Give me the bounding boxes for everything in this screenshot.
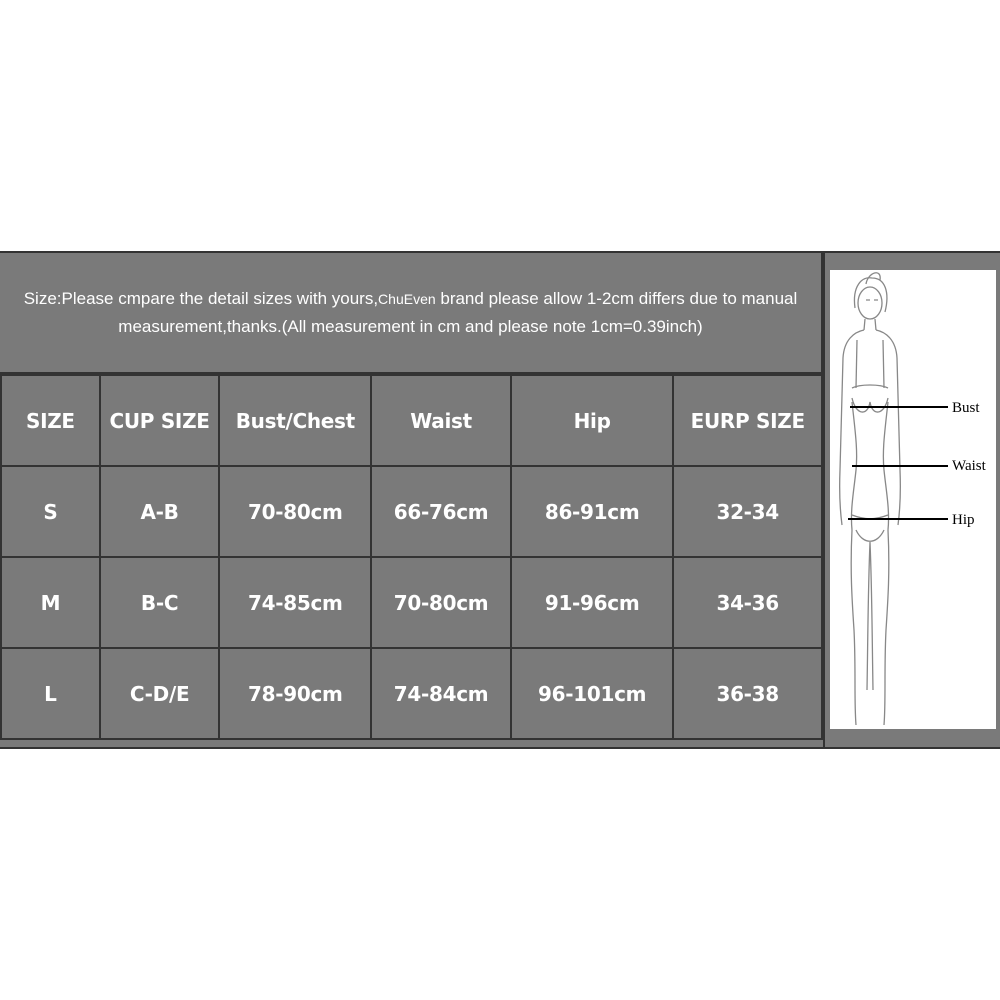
header-size: SIZE [1, 375, 100, 466]
size-note [0, 253, 823, 374]
table-header-row [1, 375, 822, 466]
header-eurp-size: EURP SIZE [673, 375, 822, 466]
size-chart [0, 251, 1000, 749]
note-text-end: brand please allow 1-2cm differs due to manual measurement,thanks.(All measurement in cm and please note 1cm=0.39inch) [118, 288, 798, 336]
cell-size: L [1, 648, 100, 739]
figure-panel [823, 253, 1000, 747]
cell-waist: 70-80cm [371, 557, 511, 648]
cell-waist: 66-76cm [371, 466, 511, 557]
female-figure-icon [840, 273, 901, 725]
cell-bust-chest: 74-85cm [219, 557, 371, 648]
table-row [1, 557, 822, 648]
body-figure-illustration [830, 270, 996, 729]
waist-label: Waist [952, 458, 986, 474]
header-bust-chest: Bust/Chest [219, 375, 371, 466]
size-note-text [8, 285, 813, 341]
header-cup-size: CUP SIZE [100, 375, 220, 466]
brand-name: ChuEven [378, 290, 436, 307]
table-row [1, 466, 822, 557]
body-figure-card [830, 270, 996, 729]
hip-label: Hip [952, 512, 975, 528]
measure-lines [848, 407, 948, 519]
cell-eurp-size: 32-34 [673, 466, 822, 557]
cell-bust-chest: 70-80cm [219, 466, 371, 557]
cell-eurp-size: 36-38 [673, 648, 822, 739]
cell-eurp-size: 34-36 [673, 557, 822, 648]
size-table [0, 374, 823, 740]
header-waist: Waist [371, 375, 511, 466]
cell-size: S [1, 466, 100, 557]
cell-bust-chest: 78-90cm [219, 648, 371, 739]
cell-hip: 86-91cm [511, 466, 674, 557]
cell-hip: 96-101cm [511, 648, 674, 739]
cell-waist: 74-84cm [371, 648, 511, 739]
cell-size: M [1, 557, 100, 648]
size-table-area [0, 253, 823, 747]
cell-cup-size: B-C [100, 557, 220, 648]
header-hip: Hip [511, 375, 674, 466]
cell-cup-size: A-B [100, 466, 220, 557]
bust-label: Bust [952, 400, 980, 416]
table-row [1, 648, 822, 739]
cell-cup-size: C-D/E [100, 648, 220, 739]
note-text-start: Size:Please cmpare the detail sizes with yours, [23, 288, 379, 308]
cell-hip: 91-96cm [511, 557, 674, 648]
